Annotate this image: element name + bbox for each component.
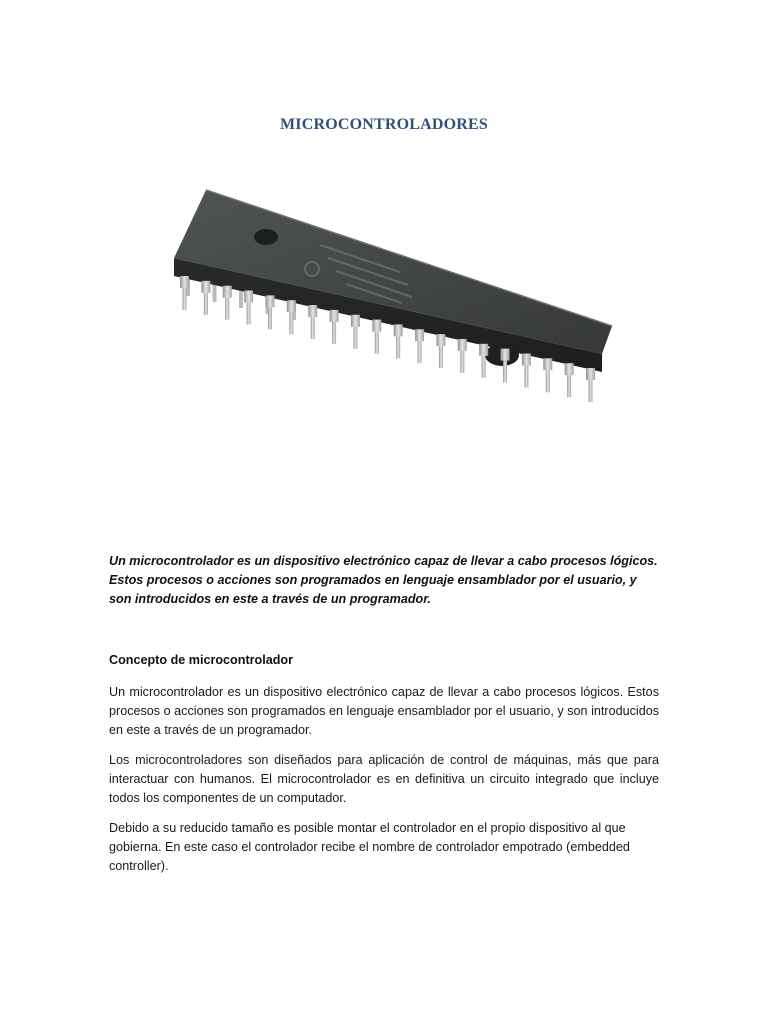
chip-top-face <box>174 190 612 354</box>
microcontroller-chip-image <box>150 150 630 490</box>
chip-pin <box>543 358 552 392</box>
chip-pin <box>415 329 424 363</box>
section-heading: Concepto de microcontrolador <box>109 653 294 667</box>
document-title: MICROCONTROLADORES <box>279 116 489 133</box>
chip-pin <box>223 286 232 320</box>
paragraph-2: Los microcontroladores son diseñados para aplicación de control de máquinas, más que para interactuar con humanos. El microcontrolador es en definitiva un circuito integrado que incluye todos los componentes de un computador. <box>109 753 659 805</box>
chip-pin <box>244 291 253 325</box>
paragraph-1: Un microcontrolador es un dispositivo electrónico capaz de llevar a cabo procesos lógicos. Estos procesos o acciones son programados en lenguaje ensamblador por el usuario, y son introducidos en este a través de un programador. <box>109 685 659 737</box>
chip-pin <box>458 339 467 373</box>
chip-pin <box>586 368 595 402</box>
chip-pin <box>330 310 339 344</box>
chip-pin <box>308 305 317 339</box>
chip-pin <box>479 344 488 378</box>
paragraph-3: Debido a su reducido tamaño es posible montar el controlador en el propio dispositivo al que gobierna. En este caso el controlador recibe el nombre de controlador empotrado (embedded controller). <box>109 821 630 873</box>
chip-pin <box>565 363 574 397</box>
chip-pin <box>351 315 360 349</box>
chip-illustration <box>150 150 630 490</box>
chip-pin <box>436 334 445 368</box>
pin1-dimple <box>254 229 278 245</box>
intro-paragraph: Un microcontrolador es un dispositivo electrónico capaz de llevar a cabo procesos lógicos. Estos procesos o acciones son programados en lenguaje ensamblador por el usuario, y son introducidos en este a través de un programador. <box>109 554 658 606</box>
chip-pin <box>522 353 531 387</box>
chip-pin <box>372 320 381 354</box>
chip-pin <box>201 281 210 315</box>
chip-pin <box>394 324 403 358</box>
